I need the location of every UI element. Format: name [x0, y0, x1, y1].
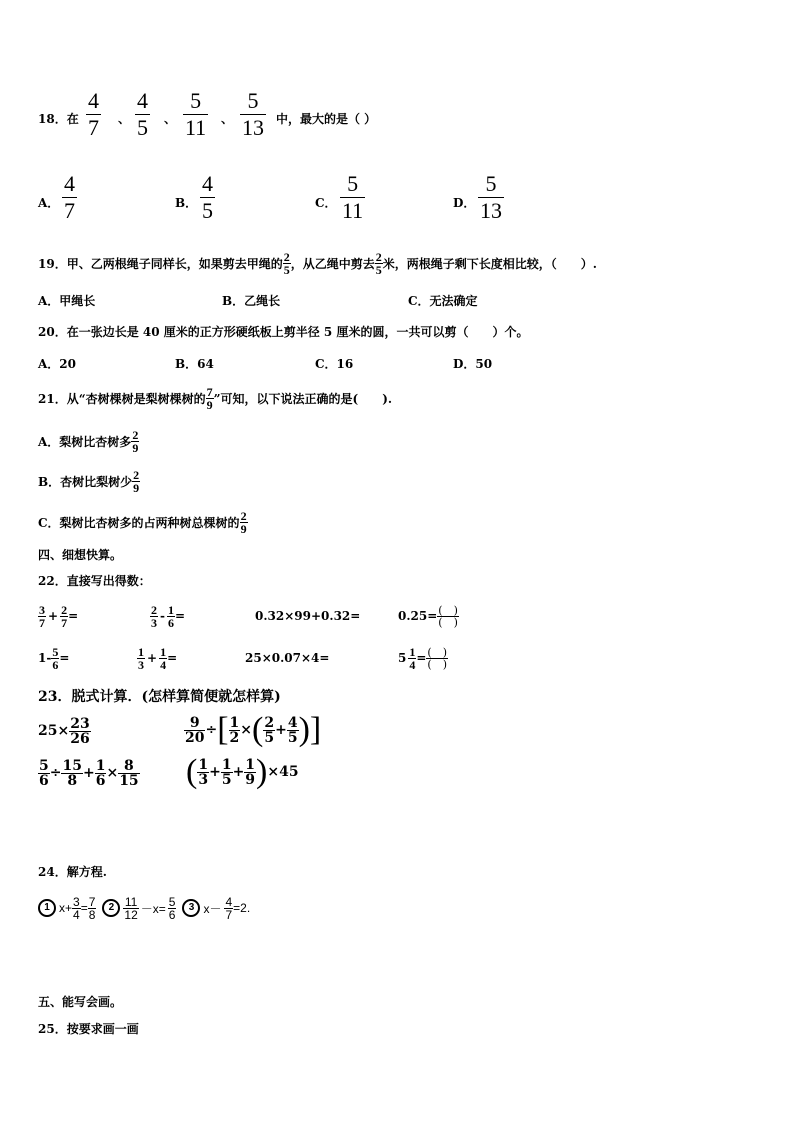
q18-tail: 中，最大的是（ ）	[276, 112, 377, 126]
q21-option-c-frac: 2 9	[240, 508, 247, 536]
q19-text-b: ，从乙绳中剪去	[290, 256, 375, 271]
q18-option-c-frac: $\frac{5}{11}$	[342, 171, 364, 223]
circled-number-1: 1	[38, 899, 56, 917]
q18-option-a-frac: $\frac{4}{7}$	[64, 171, 75, 223]
q22-title: 22．直接写出得数：	[38, 574, 151, 588]
q21-stem	[38, 381, 392, 415]
q18-frac-4: $\frac{5}{13}$	[242, 88, 264, 140]
q22-r1c3: 0.32×99+0.32=	[255, 609, 361, 623]
q23-expr-1: 25× 23 26	[38, 715, 90, 747]
q22-r2c3: 25×0.07×4=	[245, 651, 330, 665]
q23-expr-2: 9 20 ÷ [ 1 2 × ( 2 5 + 4 5 ) ]	[185, 711, 322, 748]
q18-option-d-label: D．	[453, 196, 476, 210]
q19-option-a: A．甲绳长	[38, 294, 96, 308]
q18-option-c-label: C．	[315, 196, 337, 210]
q22-r1c1: 3 7 + 2 7 =	[39, 602, 79, 630]
q18-option-b-label: B．	[175, 196, 198, 210]
q20-stem: 20．在一张边长是 40 厘米的正方形硬纸板上剪半径 5 厘米的圆，一共可以剪（ ）个。	[38, 325, 529, 339]
q19-frac-2: 2 5	[375, 249, 382, 277]
q20-option-a: A．20	[38, 357, 77, 371]
q22-r1c2: 2 3 - 1 6 =	[151, 602, 186, 630]
q18-frac-1: $\frac{4}{7}$	[88, 88, 99, 140]
q19-option-c: C．无法确定	[408, 294, 478, 308]
q21-option-c: C．梨树比杏树多的占两种树总棵树的 2 9	[38, 508, 247, 536]
q21-option-a: A．梨树比杏树多 2 9	[38, 427, 139, 455]
q22-r1c4: 0.25= ( ) ( )	[398, 603, 458, 629]
q21-text-a: 21．从“杏树棵树是梨树棵树的	[38, 391, 206, 406]
q18-stem	[38, 110, 79, 127]
q18-number: 18．在	[38, 112, 79, 126]
q19-text-a: 19．甲、乙两根绳子同样长，如果剪去甲绳的	[38, 256, 283, 271]
q22-r2c1: 1- 5 6 =	[38, 644, 70, 672]
q23-title: 23．脱式计算．(怎样算简便就怎样算)	[38, 689, 281, 705]
q24-equations: 1 x+ 3 4 = 7 8 2 11 12 －x= 5 6 3 x－ 4 7 =2.	[38, 890, 250, 926]
q18-option-b-frac: $\frac{4}{5}$	[202, 171, 213, 223]
section-4-heading: 四、细想快算。	[38, 548, 123, 562]
q21-option-b: B．杏树比梨树少 2 9	[38, 467, 140, 495]
q18-option-d-frac: $\frac{5}{13}$	[480, 171, 502, 223]
q21-option-b-frac: 2 9	[133, 467, 140, 495]
circled-number-2: 2	[102, 899, 120, 917]
q22-r2c2: 1 3 + 1 4 =	[138, 644, 178, 672]
q19-text-c: 米，两根绳子剩下长度相比较，（ ）.	[382, 256, 597, 271]
section-5-heading: 五、能写会画。	[38, 995, 123, 1009]
q19-stem	[38, 246, 597, 280]
q18-sep-3: 、	[221, 112, 234, 126]
q23-expr-3: 5 6 ÷ 15 8 + 1 6 × 8 15	[39, 757, 139, 789]
q18-sep-2: 、	[164, 112, 177, 126]
q20-option-b: B．64	[175, 357, 214, 371]
q21-text-b: ”可知，以下说法正确的是( ).	[213, 391, 393, 406]
q18-option-a-label: A．	[38, 196, 60, 210]
q18-frac-2: $\frac{4}{5}$	[137, 88, 148, 140]
q19-option-b: B．乙绳长	[222, 294, 281, 308]
q21-frac: 7 9	[206, 384, 213, 412]
q21-option-a-frac: 2 9	[132, 427, 139, 455]
q20-option-d: D．50	[453, 357, 493, 371]
q19-frac-1: 2 5	[283, 249, 290, 277]
circled-number-3: 3	[182, 899, 200, 917]
q20-option-c: C．16	[315, 357, 354, 371]
q23-expr-4: ( 1 3 + 1 5 + 1 9 ) ×45	[186, 753, 299, 790]
q25-stem: 25．按要求画一画	[38, 1022, 139, 1036]
q22-r2c4: 5 1 4 = ( ) ( )	[398, 644, 448, 672]
q24-title: 24．解方程.	[38, 865, 107, 879]
q18-sep-1: 、	[118, 112, 131, 126]
q18-frac-3: $\frac{5}{11}$	[185, 88, 207, 140]
